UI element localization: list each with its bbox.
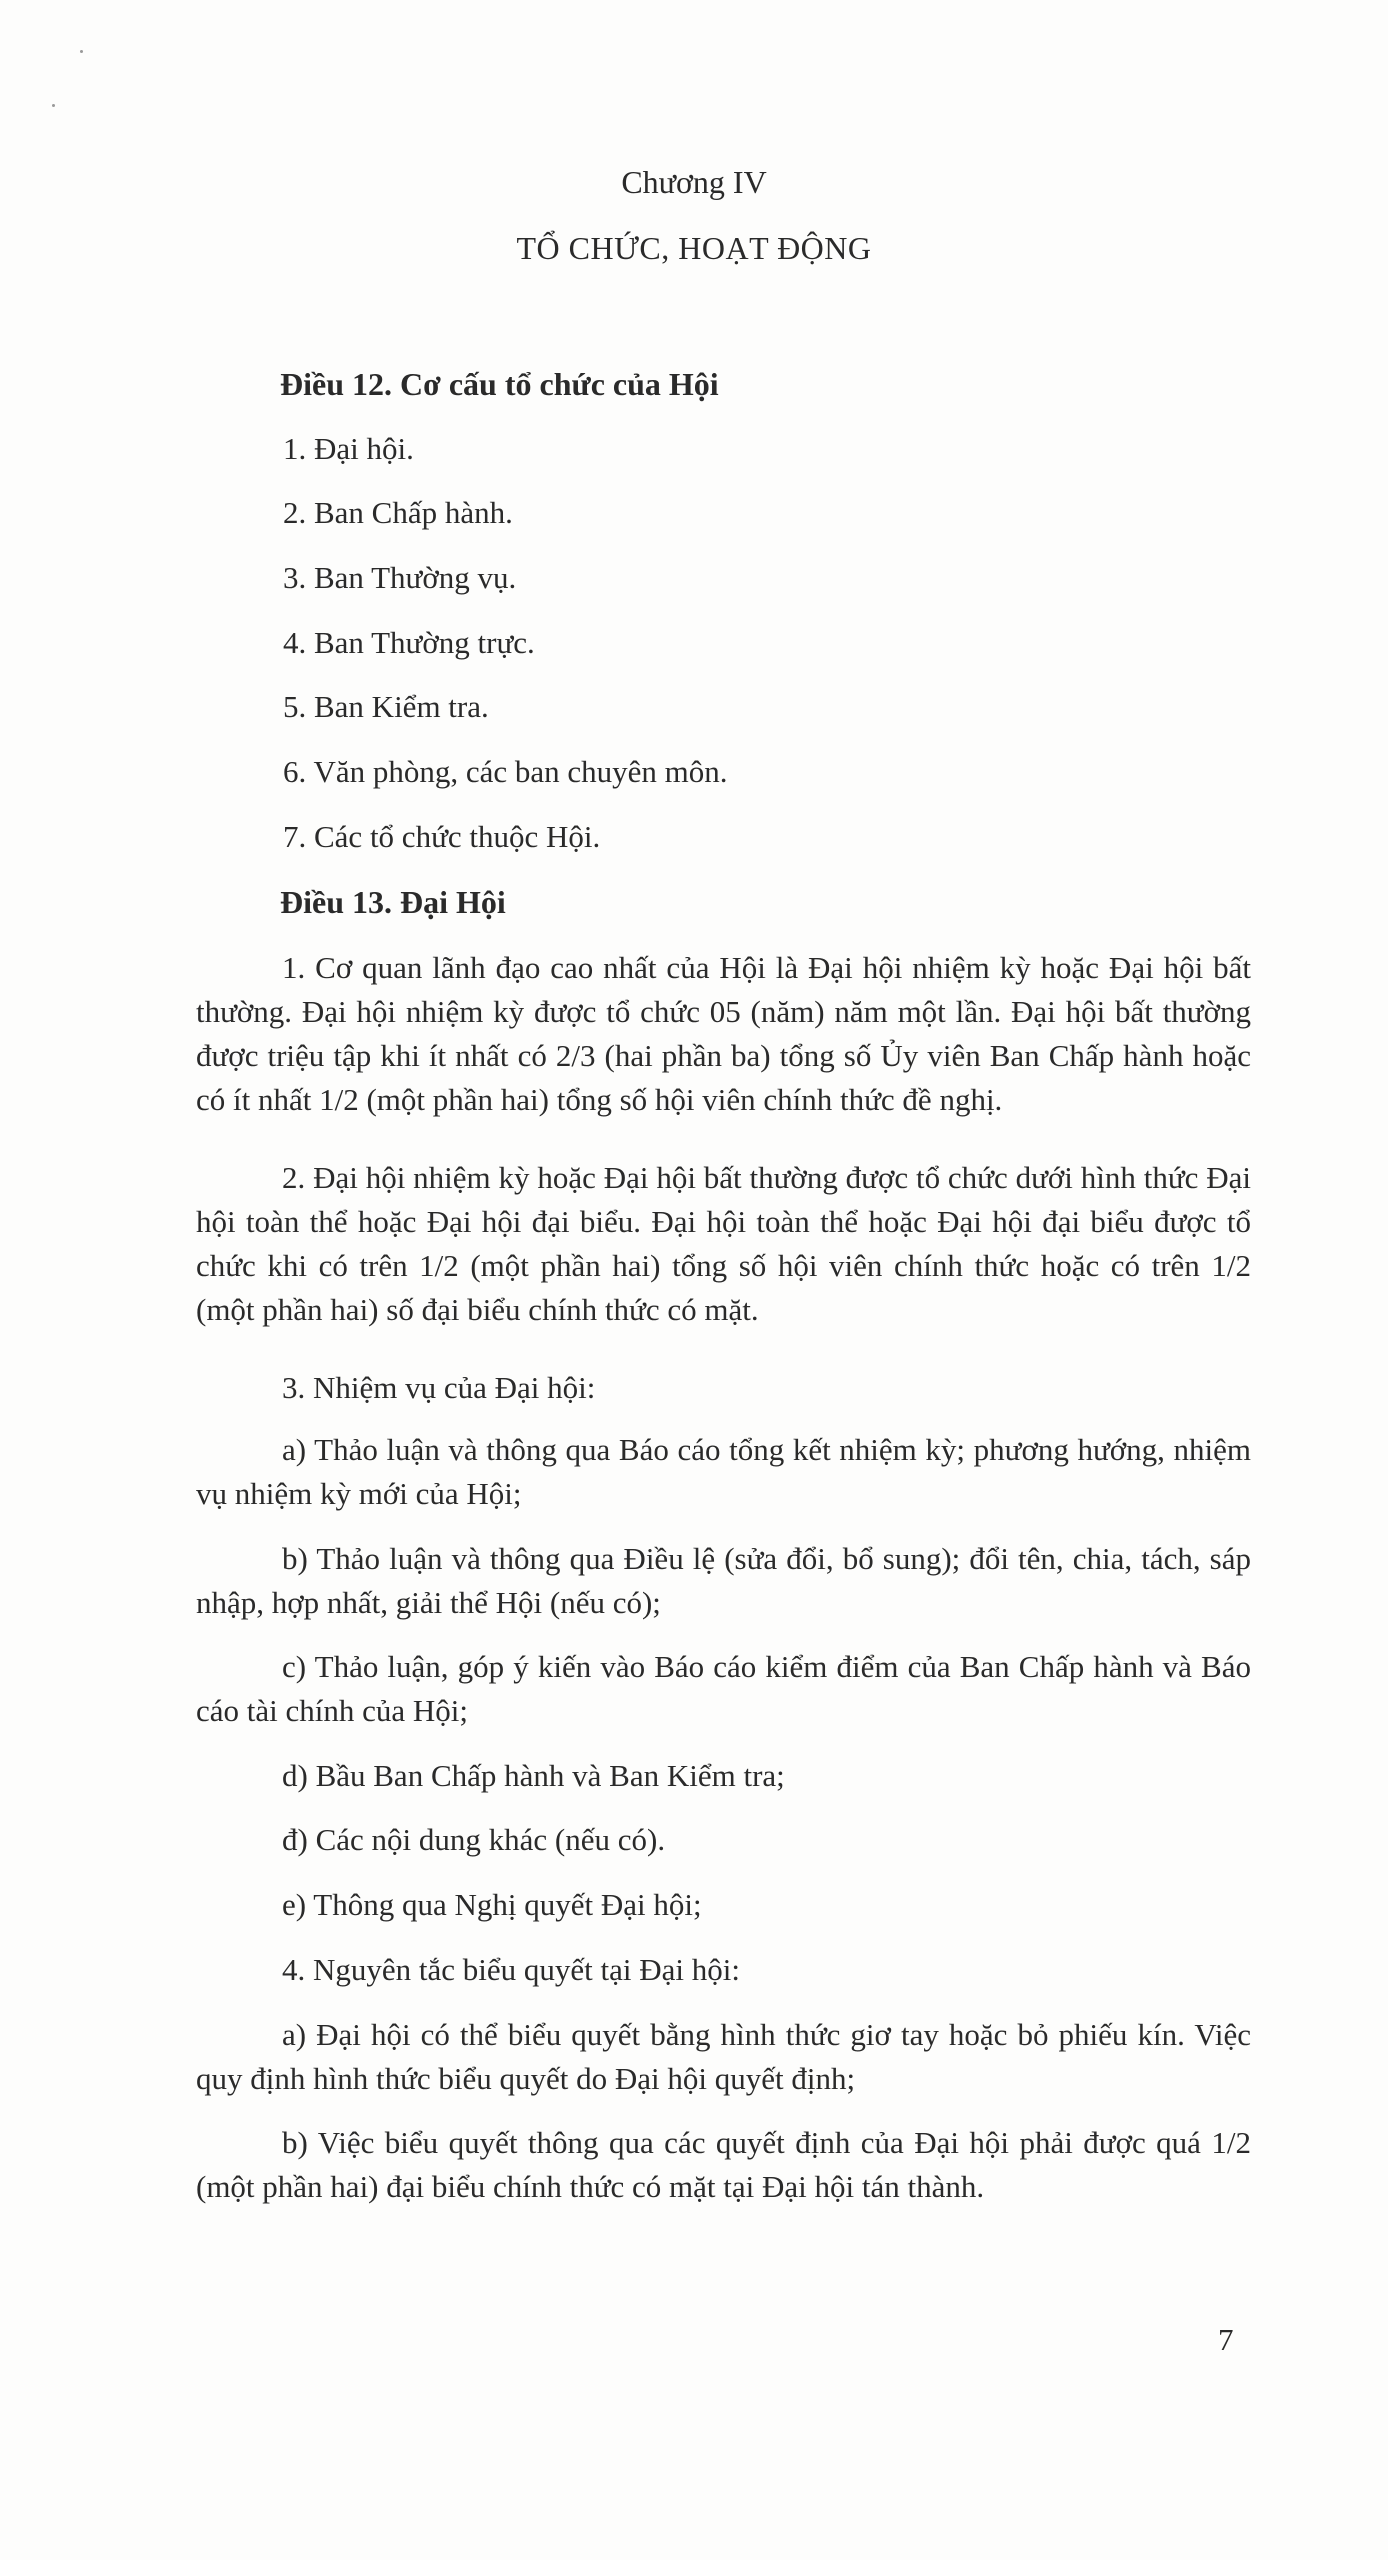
chapter-title: TỔ CHỨC, HOẠT ĐỘNG [516,230,872,266]
paragraph: 3. Nhiệm vụ của Đại hội: [282,1370,596,1405]
scan-speck [52,104,55,107]
list-item: 7. Các tổ chức thuộc Hội. [283,819,601,854]
list-item: 2. Ban Chấp hành. [283,495,513,530]
paragraph: b) Việc biểu quyết thông qua các quyết định của Đại hội phải được quá 1/2 (một phần hai) đại biểu chính thức có mặt tại Đại hội tán thành. [196,2125,1251,2204]
page-number: 7 [1218,2322,1234,2357]
paragraph: d) Bầu Ban Chấp hành và Ban Kiểm tra; [282,1758,785,1793]
paragraph: 2. Đại hội nhiệm kỳ hoặc Đại hội bất thường được tổ chức dưới hình thức Đại hội toàn thể hoặc Đại hội đại biểu. Đại hội toàn thể hoặc Đại hội đại biểu được tổ chức khi có trên 1/2 (một phần hai) tổng số hội viên chính thức hoặc có trên 1/2 (một phần hai) số đại biểu chính thức có mặt. [196,1160,1251,1327]
list-item: 4. Ban Thường trực. [283,625,535,660]
paragraph: 4. Nguyên tắc biểu quyết tại Đại hội: [282,1952,740,1987]
paragraph: e) Thông qua Nghị quyết Đại hội; [282,1887,702,1922]
paragraph: a) Thảo luận và thông qua Báo cáo tổng kết nhiệm kỳ; phương hướng, nhiệm vụ nhiệm kỳ mới của Hội; [196,1432,1251,1511]
scan-speck [80,50,83,53]
paragraph: đ) Các nội dung khác (nếu có). [282,1822,666,1857]
article-12-heading: Điều 12. Cơ cấu tổ chức của Hội [280,366,719,402]
paragraph: 1. Cơ quan lãnh đạo cao nhất của Hội là Đại hội nhiệm kỳ hoặc Đại hội bất thường. Đại hội nhiệm kỳ được tổ chức 05 (năm) năm một lần. Đại hội bất thường được triệu tập khi ít nhất có 2/3 (hai phần ba) tổng số Ủy viên Ban Chấp hành hoặc có ít nhất 1/2 (một phần hai) tổng số hội viên chính thức đề nghị. [196,950,1251,1117]
paragraph: c) Thảo luận, góp ý kiến vào Báo cáo kiểm điểm của Ban Chấp hành và Báo cáo tài chính của Hội; [196,1649,1251,1728]
list-item: 5. Ban Kiểm tra. [283,689,489,724]
paragraph: a) Đại hội có thể biểu quyết bằng hình thức giơ tay hoặc bỏ phiếu kín. Việc quy định hình thức biểu quyết do Đại hội quyết định; [196,2017,1251,2096]
paragraph: b) Thảo luận và thông qua Điều lệ (sửa đổi, bổ sung); đổi tên, chia, tách, sáp nhập, hợp nhất, giải thể Hội (nếu có); [196,1541,1251,1620]
list-item: 3. Ban Thường vụ. [283,560,517,595]
article-13-heading: Điều 13. Đại Hội [280,884,506,920]
chapter-label: Chương IV [621,164,767,200]
list-item: 1. Đại hội. [283,431,414,466]
list-item: 6. Văn phòng, các ban chuyên môn. [283,754,728,789]
